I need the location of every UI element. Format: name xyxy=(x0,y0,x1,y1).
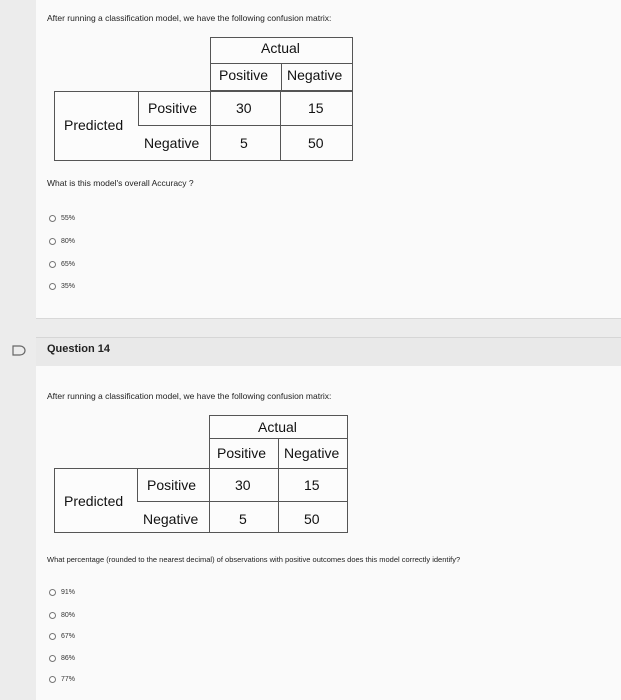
cm1-tn: 50 xyxy=(308,135,324,151)
q14-option-3-label: 67% xyxy=(61,633,76,640)
cm2-col-negative: Negative xyxy=(284,445,340,461)
q13-prompt: After running a classification model, we have the following confusion matrix: xyxy=(47,13,332,23)
cm1-fp: 15 xyxy=(308,100,324,116)
q14-option-1-label: 91% xyxy=(61,589,76,596)
q14-option-2-label: 80% xyxy=(61,612,76,619)
q13-option-4[interactable] xyxy=(49,283,75,290)
radio-icon[interactable] xyxy=(49,655,56,662)
cm2-actual-label: Actual xyxy=(258,419,297,435)
q13-option-1-label: 55% xyxy=(61,215,76,222)
q13-option-3[interactable] xyxy=(49,261,75,268)
radio-icon[interactable] xyxy=(49,238,56,245)
q14-question: What percentage (rounded to the nearest decimal) of observations with positive outcomes does this model correctly identify? xyxy=(47,555,461,564)
q14-option-2[interactable] xyxy=(49,612,75,619)
cm2-row-negative: Negative xyxy=(143,511,199,527)
q13-question: What is this model's overall Accuracy ? xyxy=(47,178,194,188)
cm2-fn: 5 xyxy=(239,511,247,527)
radio-icon[interactable] xyxy=(49,633,56,640)
q14-option-5-label: 77% xyxy=(61,676,76,683)
radio-icon[interactable] xyxy=(49,676,56,683)
cm2-col-positive: Positive xyxy=(217,445,267,461)
cm2-row-positive: Positive xyxy=(147,477,197,493)
q13-option-2-label: 80% xyxy=(61,238,76,245)
cm2-fp: 15 xyxy=(304,477,320,493)
radio-icon[interactable] xyxy=(49,589,56,596)
q13-option-4-label: 35% xyxy=(61,283,76,290)
cm1-row-negative: Negative xyxy=(144,135,200,151)
q14-option-4-label: 86% xyxy=(61,655,76,662)
radio-icon[interactable] xyxy=(49,612,56,619)
q14-option-5[interactable] xyxy=(49,676,75,683)
cm2-predicted-label: Predicted xyxy=(64,493,124,509)
q14-option-4[interactable] xyxy=(49,655,75,662)
cm1-row-positive: Positive xyxy=(148,100,198,116)
cm1-actual-label: Actual xyxy=(261,40,300,56)
cm1-fn: 5 xyxy=(240,135,248,151)
radio-icon[interactable] xyxy=(49,283,56,290)
cm1-header-line xyxy=(210,63,353,64)
q13-option-3-label: 65% xyxy=(61,261,76,268)
q14-option-3[interactable] xyxy=(49,633,75,640)
question-14-header xyxy=(36,337,621,367)
radio-icon[interactable] xyxy=(49,215,56,222)
radio-icon[interactable] xyxy=(49,261,56,268)
q13-option-1[interactable] xyxy=(49,215,75,222)
cm2-tn: 50 xyxy=(304,511,320,527)
q14-option-1[interactable] xyxy=(49,589,75,596)
cm2-tp: 30 xyxy=(235,477,251,493)
bookmark-flag-icon[interactable] xyxy=(12,345,26,356)
q14-title: Question 14 xyxy=(47,343,110,355)
q14-prompt: After running a classification model, we have the following confusion matrix: xyxy=(47,391,332,401)
cm1-tp: 30 xyxy=(236,100,252,116)
cm1-predicted-label: Predicted xyxy=(64,117,124,133)
cm1-col-negative: Negative xyxy=(287,67,343,83)
q13-option-2[interactable] xyxy=(49,238,75,245)
cm1-col-positive: Positive xyxy=(219,67,269,83)
